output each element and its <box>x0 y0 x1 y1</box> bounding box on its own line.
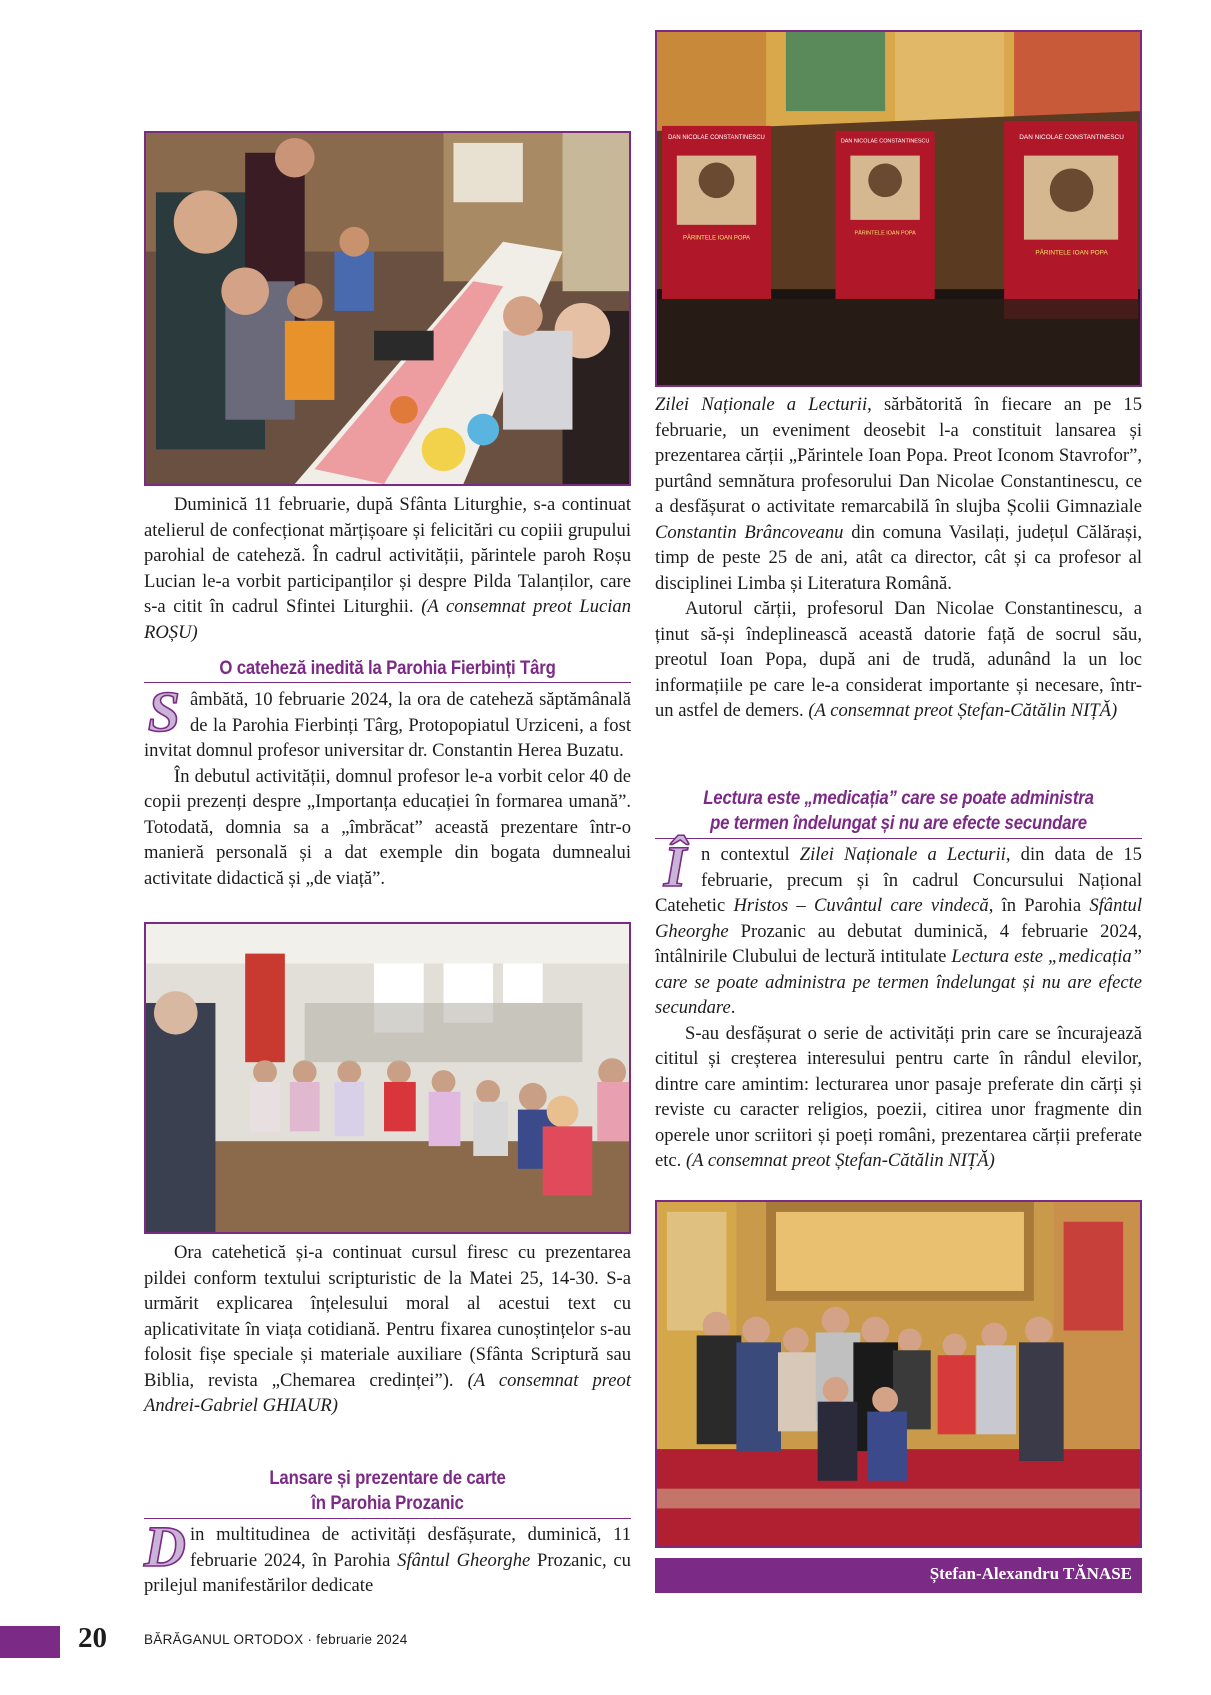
heading-lansare-carte-line2: în Parohia Prozanic <box>311 1492 464 1514</box>
paragraph-fierbinti-debut: În debutul activității, domnul profesor le-a vorbit celor 40 de copii prezenți despre „Importanța educației în formarea umană”. Totodată, domnia sa a „îmbrăcat” această prezentare într-o manieră personală și a dat exemple din bogata dumnealui activitate didactică și „de viață”. <box>144 765 631 889</box>
photo-cateheza-class <box>144 922 631 1234</box>
credit-stefan-nita: (A consemnat preot Ștefan-Cătălin NIȚĂ) <box>685 1150 995 1171</box>
paragraph-atelier: Duminică 11 februarie, după Sfânta Liturghie, s-a continuat atelierul de confecționat mărțișoare și felicitări cu copiii grupului parohial de cateheză. În cadrul activității, părintele paroh Roșu Lucian le-a vorbit participanților și despre Pilda Talanților, care s-a citit în cadrul Sfintei Liturghii. (A consemnat preot Lucian ROȘU) <box>144 494 632 643</box>
heading-cateheza-fierbinti: O cateheză inedită la Parohia Fierbinți Târg <box>219 657 556 679</box>
photo-book-launch <box>655 30 1142 387</box>
dropcap-d: D <box>144 1514 186 1579</box>
heading-underline <box>144 682 631 683</box>
paragraph-fierbinti-intro: Sâmbătă, 10 februarie 2024, la ora de cateheză săptămânală de la Parohia Fierbinți Târg, Protopopiatul Urziceni, a fost invitat domnul profesor universitar dr. Constantin Herea Buzatu. <box>144 679 631 761</box>
svg-text:DAN NICOLAE CONSTANTINESCU: DAN NICOLAE CONSTANTINESCU <box>1019 133 1124 141</box>
book-cover-middle <box>836 131 935 299</box>
svg-text:PĂRINTELE IOAN POPA: PĂRINTELE IOAN POPA <box>683 235 750 242</box>
paragraph-prozanic-intro: Din multitudinea de activități desfășurate, duminică, 11 februarie 2024, în Parohia Sfântul Gheorghe Prozanic, cu prilejul manifestărilor dedicate <box>144 1514 631 1596</box>
dropcap-i: Î <box>663 834 687 899</box>
svg-text:PĂRINTELE IOAN POPA: PĂRINTELE IOAN POPA <box>854 230 916 237</box>
svg-text:PĂRINTELE IOAN POPA: PĂRINTELE IOAN POPA <box>1035 249 1108 257</box>
heading-underline <box>144 1518 631 1519</box>
page-number: 20 <box>78 1622 107 1654</box>
heading-underline <box>655 838 1142 839</box>
svg-text:DAN NICOLAE CONSTANTINESCU: DAN NICOLAE CONSTANTINESCU <box>668 134 765 141</box>
paragraph-activitati-lectura: S-au desfășurat o serie de activități prin care se încurajează cititul și creșterea interesului pentru carte în rândul elevilor, dintre care amintim: lecturarea unor pasaje preferate din cărți și reviste cu caracter religios, poezii, citirea unor fragmente din operele unor scriitori și poeți români, prezentarea cărții preferate etc. (A consemnat preot Ștefan-Cătălin NIȚĂ) <box>655 1022 1142 1171</box>
credit-lucian-rosu: (A consemnat preot Lucian ROȘU) <box>144 596 632 643</box>
credit-andrei-ghiaur: (A consemnat preot Andrei-Gabriel GHIAUR) <box>144 1369 631 1416</box>
book-cover-left <box>662 126 771 299</box>
paragraph-autorul-cartii: Autorul cărții, profesorul Dan Nicolae Constantinescu, a ținut să-și îndeplinească această datorie față de socrul său, preotul Ioan Popa, după ani de trudă, adunând la un loc informațiile pe care le-a considerat importante și necesare, într-un astfel de demers. (A consemnat preot Ștefan-Cătălin NIȚĂ) <box>655 598 1142 721</box>
heading-lectura-medicatia-line2: pe termen îndelungat și nu are efecte secundare <box>710 812 1087 834</box>
heading-lansare-carte-line1: Lansare și prezentare de carte <box>269 1467 506 1489</box>
dropcap-s: S <box>147 679 181 744</box>
paragraph-ora-catehetica: Ora catehetică și-a continuat cursul firesc cu prezentarea pildei conform textului scripturistic de la Matei 25, 14-30. S-a urmărit explicarea înțelesului moral al acestui text cu aplicativitate în viața cotidiană. Pentru fixarea cunoștințelor s-au folosit fișe speciale și materiale auxiliare (Sfânta Scriptură sau Biblia, revista „Chemarea credinței”). (A consemnat preot Andrei-Gabriel GHIAUR) <box>144 1242 631 1416</box>
heading-lectura-medicatia-line1: Lectura este „medicația” care se poate administra <box>703 787 1094 809</box>
credit-stefan-nita: (A consemnat preot Ștefan-Cătălin NIȚĂ) <box>808 700 1118 721</box>
magazine-title: BĂRĂGANUL ORTODOX · februarie 2024 <box>144 1632 408 1647</box>
author-caption: Ștefan-Alexandru TĂNASE <box>655 1558 1142 1593</box>
footer-accent-bar <box>0 1626 60 1658</box>
paragraph-lansare-carte: Zilei Naționale a Lecturii, sărbătorită în fiecare an pe 15 februarie, un eveniment deosebit l-a constituit lansarea și prezentarea cărții „Părintele Ioan Popa. Preot Iconom Stavrofor”, purtând semnătura profesorului Dan Nicolae Constantinescu, ce a desfășurat o activitate remarcabilă în slujba Școlii Gimnaziale Constantin Brâncoveanu din comuna Vasilați, județul Călărași, timp de peste 25 de ani, atât ca director, cât și ca profesor al disciplinei Limba și Literatura Română. <box>655 394 1143 594</box>
photo-workshop <box>144 131 631 486</box>
book-cover-right <box>1004 121 1138 319</box>
photo-church-group <box>655 1200 1142 1548</box>
paragraph-club-lectura: În contextul Zilei Naționale a Lecturii, din data de 15 februarie, precum și în cadrul Concursului Național Catehetic Hristos – Cuvântul care vindecă, în Parohia Sfântul Gheorghe Prozanic au debutat duminică, 4 februarie 2024, întâlnirile Clubului de lectură intitulate Lectura este „medicația” care se poate administra pe termen îndelungat și nu are efecte secundare. <box>655 834 1142 1018</box>
svg-text:DAN NICOLAE CONSTANTINESCU: DAN NICOLAE CONSTANTINESCU <box>840 138 930 145</box>
